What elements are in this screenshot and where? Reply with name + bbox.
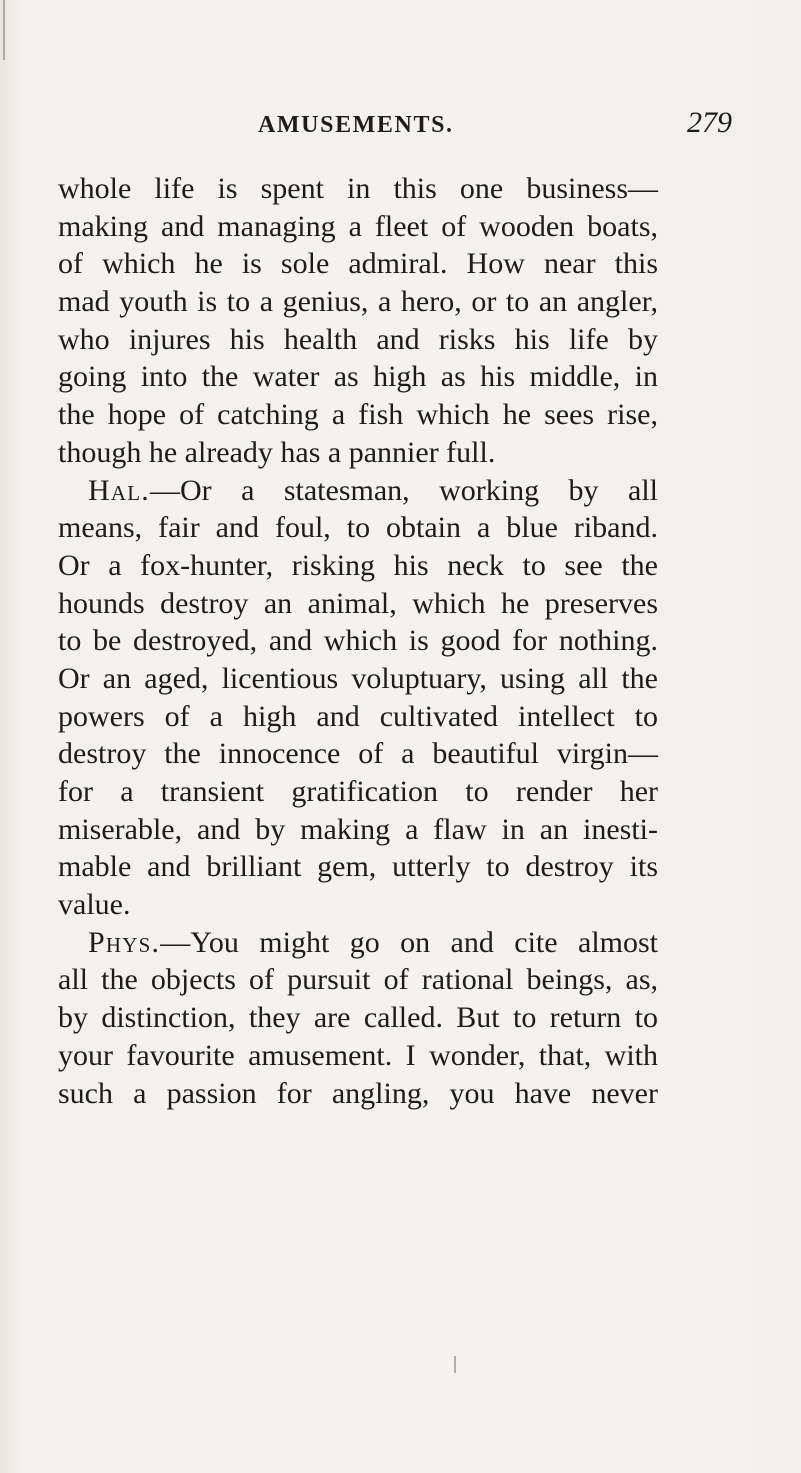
text-line: —Or a statesman, working by all bbox=[149, 473, 658, 507]
text-line: hounds destroy an animal, which he preserves bbox=[58, 586, 658, 620]
text-line: mable and brilliant gem, utterly to destroy its bbox=[58, 850, 658, 884]
dialogue-line-hal bbox=[58, 472, 658, 510]
text-line: for a transient gratification to render her bbox=[58, 775, 658, 808]
page-header bbox=[0, 106, 801, 146]
text-line: such a passion for angling, you have never bbox=[58, 1076, 658, 1110]
text-line: making and managing a fleet of wooden boats, bbox=[58, 209, 658, 243]
running-head: AMUSEMENTS. bbox=[258, 112, 454, 138]
text-line: mad youth is to a genius, a hero, or to an angler, bbox=[58, 285, 658, 319]
text-line: your favourite amusement. I wonder, that, with bbox=[58, 1038, 658, 1072]
text-line: Or a fox-hunter, risking his neck to see the bbox=[58, 548, 658, 582]
text-line: means, fair and foul, to obtain a blue riband. bbox=[58, 511, 658, 545]
text-line: miserable, and by making a flaw in an inesti- bbox=[58, 812, 658, 846]
paper-speck bbox=[454, 1356, 456, 1373]
text-line: all the objects of pursuit of rational beings, as, bbox=[58, 963, 658, 997]
text-line: whole life is spent in this one business— bbox=[58, 172, 658, 205]
text-line: by distinction, they are called. But to return to bbox=[58, 1001, 658, 1035]
text-line: of which he is sole admiral. How near this bbox=[58, 247, 658, 281]
text-line: though he already has a pannier full. bbox=[58, 435, 496, 469]
dialogue-line-phys bbox=[58, 924, 658, 962]
text-line: the hope of catching a fish which he sees rise, bbox=[58, 398, 658, 432]
body-text bbox=[58, 170, 658, 1112]
text-line: who injures his health and risks his life by bbox=[58, 322, 658, 356]
speaker-hal: Hal. bbox=[88, 473, 150, 507]
text-line: to be destroyed, and which is good for nothing. bbox=[58, 624, 658, 658]
text-line: going into the water as high as his middle, in bbox=[58, 360, 658, 394]
text-line: —You might go on and cite almost bbox=[160, 925, 658, 959]
text-line: destroy the innocence of a beautiful virgin— bbox=[58, 737, 658, 771]
binding-edge bbox=[3, 0, 5, 60]
text-line: powers of a high and cultivated intellect to bbox=[58, 699, 658, 733]
page-number: 279 bbox=[687, 106, 732, 139]
speaker-phys: Phys. bbox=[88, 925, 161, 959]
text-line: value. bbox=[58, 888, 131, 922]
text-line: Or an aged, licentious voluptuary, using all the bbox=[58, 661, 658, 695]
